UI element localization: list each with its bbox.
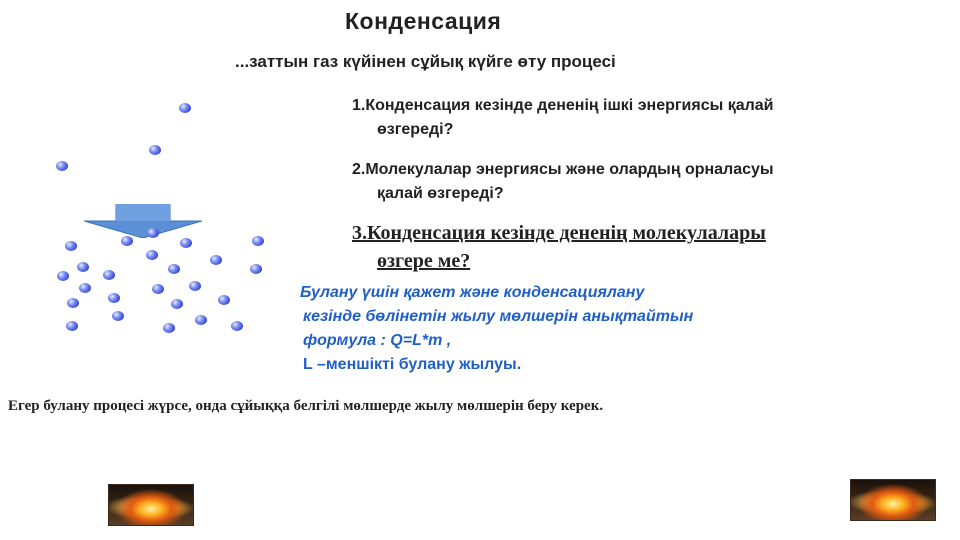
- liquid-molecule: [103, 270, 115, 280]
- slide-title: Конденсация: [345, 8, 502, 34]
- liquid-molecule: [147, 228, 159, 238]
- liquid-molecule: [252, 236, 264, 246]
- fire-image-right: [850, 479, 936, 521]
- formula-line-3: формула : Q=L*m ,: [303, 332, 452, 349]
- question-2-line1: 2.Молекулалар энергиясы және олардың орналасуы: [352, 161, 774, 178]
- liquid-molecule: [168, 264, 180, 274]
- fire-image-left: [108, 484, 194, 526]
- condensation-diagram: [0, 0, 300, 340]
- liquid-molecule: [163, 323, 175, 333]
- liquid-molecule: [79, 283, 91, 293]
- liquid-molecule: [77, 262, 89, 272]
- liquid-molecule: [218, 295, 230, 305]
- gas-molecule: [149, 145, 161, 155]
- gas-molecule: [56, 161, 68, 171]
- liquid-molecule: [250, 264, 262, 274]
- liquid-molecule: [180, 238, 192, 248]
- formula-line-2: кезінде бөлінетін жылу мөлшерін анықтайтын: [303, 308, 694, 325]
- formula-line-4: L –меншікті булану жылуы.: [303, 356, 522, 373]
- question-3: [352, 219, 872, 275]
- liquid-molecule: [195, 315, 207, 325]
- question-1-line1: 1.Конденсация кезінде дененің ішкі энергиясы қалай: [352, 97, 774, 114]
- liquid-molecule: [57, 271, 69, 281]
- liquid-molecule: [146, 250, 158, 260]
- liquid-molecule: [108, 293, 120, 303]
- liquid-molecule: [171, 299, 183, 309]
- down-arrow-icon: [84, 204, 202, 238]
- slide-subtitle: ...заттын газ күйінен сұйық күйге өту процесі: [235, 52, 616, 71]
- liquid-molecule: [65, 241, 77, 251]
- liquid-molecule: [67, 298, 79, 308]
- question-3-line2: өзгере ме?: [377, 250, 471, 272]
- liquid-molecule: [210, 255, 222, 265]
- question-1-line2: өзгереді?: [377, 121, 454, 138]
- liquid-molecule: [121, 236, 133, 246]
- liquid-molecule: [189, 281, 201, 291]
- liquid-molecule: [152, 284, 164, 294]
- liquid-molecule: [112, 311, 124, 321]
- formula-line-1: Булану үшін қажет және конденсациялану: [300, 284, 645, 301]
- liquid-molecule: [231, 321, 243, 331]
- liquid-molecule: [66, 321, 78, 331]
- question-3-line1: 3.Конденсация кезінде дененің молекулалары: [352, 222, 766, 244]
- question-2-line2: қалай өзгереді?: [377, 185, 504, 202]
- question-2: [352, 158, 912, 206]
- bottom-note: Егер булану процесі жүрсе, онда сұйыққа белгілі мөлшерде жылу мөлшерін беру керек.: [8, 398, 604, 414]
- gas-molecule: [179, 103, 191, 113]
- question-1: [352, 94, 912, 142]
